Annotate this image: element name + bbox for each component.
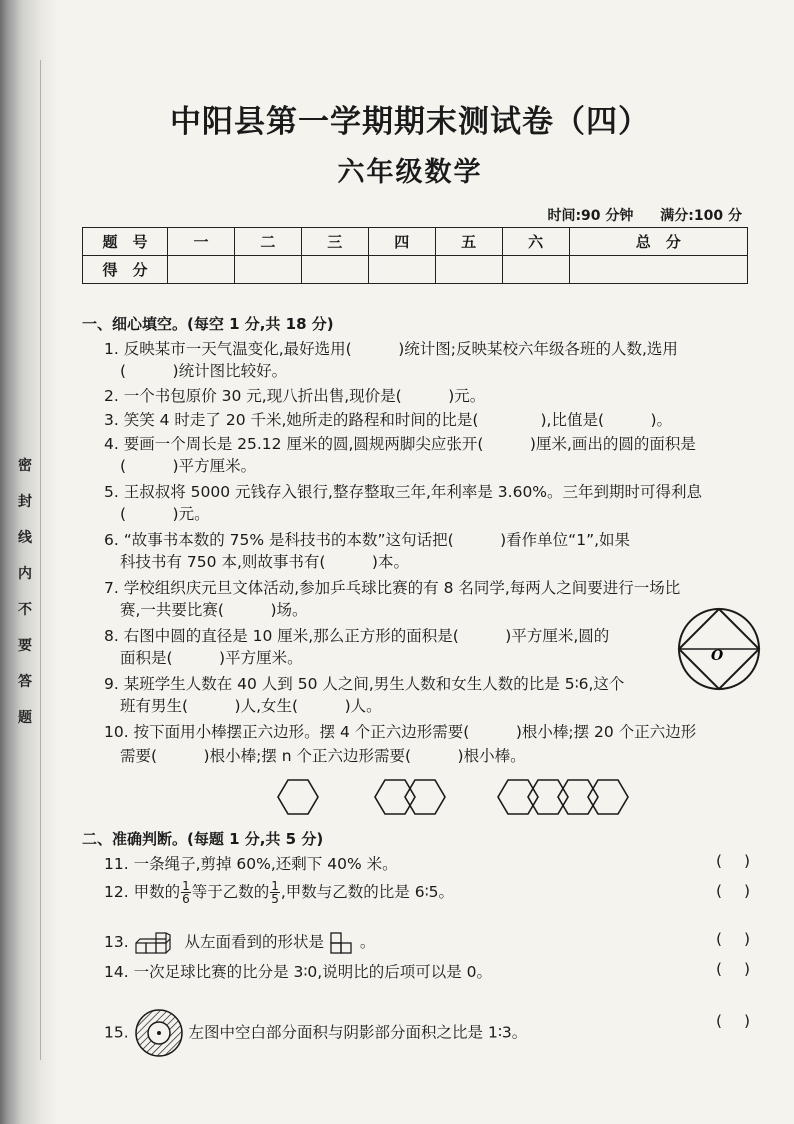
- answer-paren-q14[interactable]: (): [716, 960, 773, 978]
- score-cell[interactable]: [168, 256, 235, 284]
- question-line: 2. 一个书包原价 30 元,现八折出售,现价是( )元。: [104, 387, 486, 405]
- score-table-row-label: 题 号: [83, 228, 168, 256]
- fraction-numerator: 1: [182, 879, 190, 893]
- hexagon-patterns-figure: [270, 768, 630, 828]
- score-cell[interactable]: [435, 256, 502, 284]
- seal-char: 内: [18, 566, 32, 582]
- question-line: 8. 右图中圆的直径是 10 厘米,那么正方形的面积是( )平方厘米,圆的: [104, 627, 610, 645]
- answer-paren-q11[interactable]: (): [716, 852, 773, 870]
- q12-text-c: ,甲数与乙数的比是 6∶5。: [280, 883, 454, 901]
- score-col-3: 三: [301, 228, 368, 256]
- question-line: ( )平方厘米。: [120, 457, 257, 475]
- full-score: 满分:100 分: [660, 208, 742, 224]
- seal-char: 不: [18, 602, 32, 618]
- score-col-1: 一: [168, 228, 235, 256]
- q12-text-b: 等于乙数的: [191, 883, 270, 901]
- score-cell[interactable]: [569, 256, 747, 284]
- question-line: 6. “故事书本数的 75% 是科技书的本数”这句话把( )看作单位“1”,如果: [104, 531, 631, 549]
- question-line: 9. 某班学生人数在 40 人到 50 人之间,男生人数和女生人数的比是 5∶6,这个: [104, 675, 625, 693]
- answer-paren-q13[interactable]: (): [716, 930, 773, 948]
- time-limit: 时间:90 分钟: [547, 208, 634, 224]
- question-line: 需要( )根小棒;摆 n 个正六边形需要( )根小棒。: [120, 747, 526, 765]
- seal-char: 要: [18, 638, 32, 654]
- q12-text-a: 12. 甲数的: [104, 883, 181, 901]
- score-table: [82, 227, 748, 284]
- answer-paren-q12[interactable]: (): [716, 882, 773, 900]
- question-line: 1. 反映某市一天气温变化,最好选用( )统计图;反映某校六年级各班的人数,选用: [104, 340, 678, 358]
- cube-stack-icon: [134, 931, 180, 955]
- exam-title: 中阳县第一学期期末测试卷（四）: [170, 104, 650, 140]
- q13-text-c: 。: [359, 933, 376, 951]
- section-2-heading: 二、准确判断。(每题 1 分,共 5 分): [82, 830, 324, 848]
- q15-text-a: 15.: [104, 1023, 129, 1042]
- circle-center-label: O: [711, 648, 724, 664]
- seal-char: 题: [18, 710, 32, 726]
- score-cell[interactable]: [368, 256, 435, 284]
- question-line: 7. 学校组织庆元旦文体活动,参加乒乓球比赛的有 8 名同学,每两人之间要进行一场比: [104, 579, 681, 597]
- judgement-q14: 14. 一次足球比赛的比分是 3∶0,说明比的后项可以是 0。: [104, 963, 492, 981]
- q13-text-b: 从左面看到的形状是: [184, 933, 325, 951]
- seal-char: 答: [18, 674, 32, 690]
- binding-line: [40, 60, 41, 1060]
- question-line: 5. 王叔叔将 5000 元钱存入银行,整存整取三年,年利率是 3.60%。三年到期时可得利息: [104, 483, 703, 501]
- score-col-6: 六: [502, 228, 569, 256]
- question-line: 班有男生( )人,女生( )人。: [120, 697, 382, 715]
- circle-square-figure: [676, 606, 762, 692]
- question-line: 赛,一共要比赛( )场。: [120, 601, 308, 619]
- score-cell[interactable]: [502, 256, 569, 284]
- score-table-score-row: [83, 256, 748, 284]
- section-1-heading: 一、细心填空。(每空 1 分,共 18 分): [82, 315, 334, 333]
- q15-text-b: 左图中空白部分面积与阴影部分面积之比是 1∶3。: [188, 1023, 528, 1042]
- ring-shaded-figure: [134, 1008, 184, 1058]
- judgement-q12: [104, 880, 454, 905]
- score-col-5: 五: [435, 228, 502, 256]
- score-col-total: 总 分: [569, 228, 747, 256]
- question-line: 3. 笑笑 4 时走了 20 千米,她所走的路程和时间的比是( ),比值是( )。: [104, 411, 673, 429]
- question-line: 面积是( )平方厘米。: [120, 649, 303, 667]
- answer-paren-q15[interactable]: (): [716, 1012, 773, 1030]
- question-line: ( )元。: [120, 505, 210, 523]
- judgement-q15: [104, 1008, 527, 1058]
- question-line: ( )统计图比较好。: [120, 362, 288, 380]
- fraction-one-fifth: [270, 880, 280, 905]
- question-line: 科技书有 750 本,则故事书有( )本。: [120, 553, 409, 571]
- score-cell[interactable]: [301, 256, 368, 284]
- fraction-numerator: 1: [271, 879, 279, 893]
- seal-char: 密: [18, 458, 32, 474]
- score-col-4: 四: [368, 228, 435, 256]
- fraction-denominator: 6: [182, 892, 190, 906]
- seal-char: 封: [18, 494, 32, 510]
- judgement-q11: 11. 一条绳子,剪掉 60%,还剩下 40% 米。: [104, 855, 398, 873]
- seal-char: 线: [18, 530, 32, 546]
- exam-subtitle: 六年级数学: [337, 157, 483, 188]
- score-cell[interactable]: [234, 256, 301, 284]
- q13-text-a: 13.: [104, 933, 129, 951]
- fraction-denominator: 5: [271, 892, 279, 906]
- question-line: 10. 按下面用小棒摆正六边形。摆 4 个正六边形需要( )根小棒;摆 20 个正六边形: [104, 723, 697, 741]
- score-col-2: 二: [234, 228, 301, 256]
- judgement-q13: [104, 930, 375, 955]
- exam-meta: [525, 205, 742, 225]
- score-table-header-row: [83, 228, 748, 256]
- fraction-one-sixth: [181, 880, 191, 905]
- seal-line-text: [14, 448, 36, 736]
- score-table-row-label: 得 分: [83, 256, 168, 284]
- question-line: 4. 要画一个周长是 25.12 厘米的圆,圆规两脚尖应张开( )厘米,画出的圆的面积是: [104, 435, 696, 453]
- left-view-shape-icon: [329, 932, 355, 954]
